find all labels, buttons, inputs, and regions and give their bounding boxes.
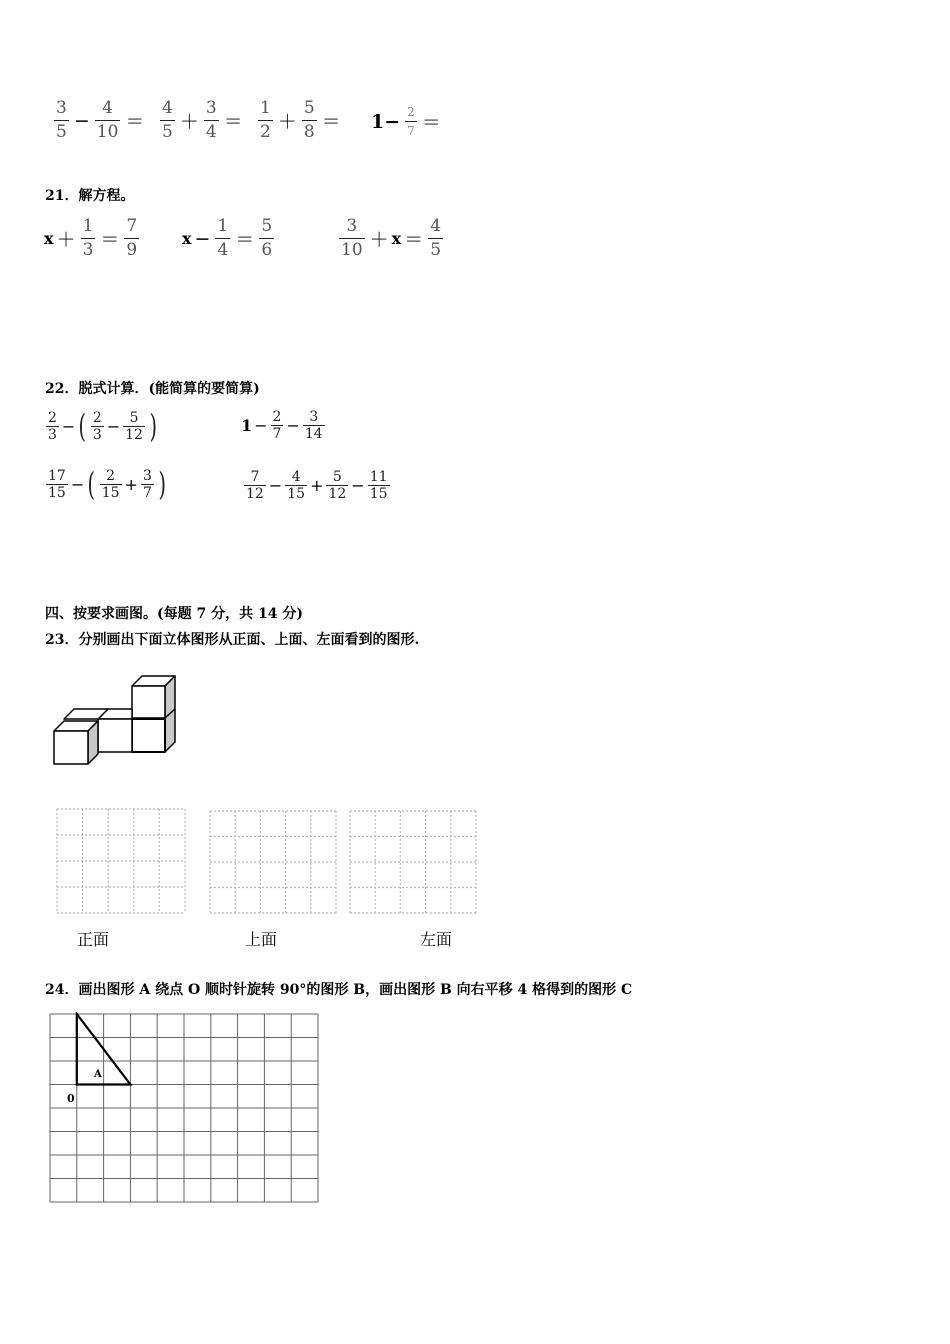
triangle-a-label: A — [94, 1069, 102, 1080]
fraction: $\frac{5}{8}$ — [303, 98, 315, 142]
cube-front-face — [132, 686, 165, 718]
fraction: $\frac{17}{15}$ — [48, 467, 66, 501]
expr-3: $\frac{1}{2}$ ＋ $\frac{5}{8}$ ＝ — [260, 98, 341, 142]
fraction: $\frac{11}{15}$ — [369, 469, 388, 502]
q21-title: 21．解方程。 — [45, 188, 135, 204]
fraction: $\frac{2}{15}$ — [101, 467, 120, 501]
calc-1: $\frac{2}{3}$ − ( $\frac{2}{3}$ − $\frac{5}{12}$ ) — [48, 407, 157, 445]
top-view-grid[interactable] — [208, 809, 338, 915]
equation-3: $\frac{3}{10}$ ＋ x ＝ $\frac{4}{5}$ — [341, 216, 442, 260]
fraction: $\frac{2}{7}$ — [407, 105, 415, 138]
grid-lines — [50, 1014, 318, 1202]
cube-front-face — [54, 731, 88, 764]
left-view-grid[interactable] — [348, 809, 478, 915]
label-front-view: 正面 — [77, 930, 110, 949]
point-o-label: 0 — [67, 1092, 75, 1105]
fraction: $\frac{7}{9}$ — [126, 216, 138, 260]
fraction: $\frac{1}{4}$ — [217, 216, 229, 260]
fraction: $\frac{3}{5}$ — [56, 98, 67, 142]
fraction: $\frac{2}{7}$ — [272, 409, 282, 442]
fraction: $\frac{5}{6}$ — [261, 216, 273, 260]
fraction: $\frac{3}{10}$ — [341, 216, 363, 260]
q24-title: 24．画出图形 A 绕点 O 顺时针旋转 90°的图形 B，画出图形 B 向右平移 4 格得到的图形 C — [45, 982, 633, 998]
front-view-grid[interactable] — [55, 807, 187, 915]
fraction: $\frac{3}{14}$ — [304, 409, 323, 442]
q23-title: 23．分别画出下面立体图形从正面、上面、左面看到的图形. — [45, 632, 420, 648]
expr-1: $\frac{3}{5}$ − $\frac{4}{10}$ ＝ — [56, 98, 145, 142]
q22-title: 22．脱式计算．(能简算的要简算) — [45, 381, 260, 397]
fraction: $\frac{4}{15}$ — [287, 469, 306, 502]
section4-title: 四、按要求画图。(每题 7 分，共 14 分) — [45, 606, 303, 622]
fraction: $\frac{5}{12}$ — [125, 409, 143, 443]
calc-3: $\frac{17}{15}$ − ( $\frac{2}{15}$ + $\frac{3}{7}$ ) — [48, 465, 166, 503]
cube-front-face — [98, 719, 132, 752]
fraction: $\frac{4}{5}$ — [430, 216, 442, 260]
equation-1: x ＋ $\frac{1}{3}$ ＝ $\frac{7}{9}$ — [44, 216, 138, 260]
expr-4: 1− $\frac{2}{7}$ ＝ — [371, 105, 441, 138]
fraction: $\frac{4}{5}$ — [162, 98, 173, 142]
label-top-view: 上面 — [245, 930, 278, 949]
fraction: $\frac{2}{3}$ — [48, 409, 57, 443]
equation-2: x − $\frac{1}{4}$ ＝ $\frac{5}{6}$ — [182, 216, 273, 260]
label-left-view: 左面 — [420, 930, 453, 949]
expr-2: $\frac{4}{5}$ ＋ $\frac{3}{4}$ ＝ — [162, 98, 243, 142]
fraction: $\frac{3}{7}$ — [142, 467, 152, 501]
cube-front-face — [132, 719, 165, 752]
fraction: $\frac{5}{12}$ — [328, 469, 347, 502]
rotation-grid[interactable] — [48, 1012, 320, 1204]
calc-2: 1 − $\frac{2}{7}$ − $\frac{3}{14}$ — [241, 409, 323, 442]
fraction: $\frac{1}{3}$ — [82, 216, 94, 260]
calc-4: $\frac{7}{12}$ − $\frac{4}{15}$ + $\frac{5}{12}$ − $\frac{11}{15}$ — [246, 469, 388, 502]
fraction: $\frac{1}{2}$ — [260, 98, 271, 142]
fraction: $\frac{3}{4}$ — [205, 98, 217, 142]
fraction: $\frac{4}{10}$ — [96, 98, 119, 142]
cube-figure — [50, 672, 180, 768]
fraction: $\frac{7}{12}$ — [246, 469, 264, 502]
fraction: $\frac{2}{3}$ — [92, 409, 102, 443]
